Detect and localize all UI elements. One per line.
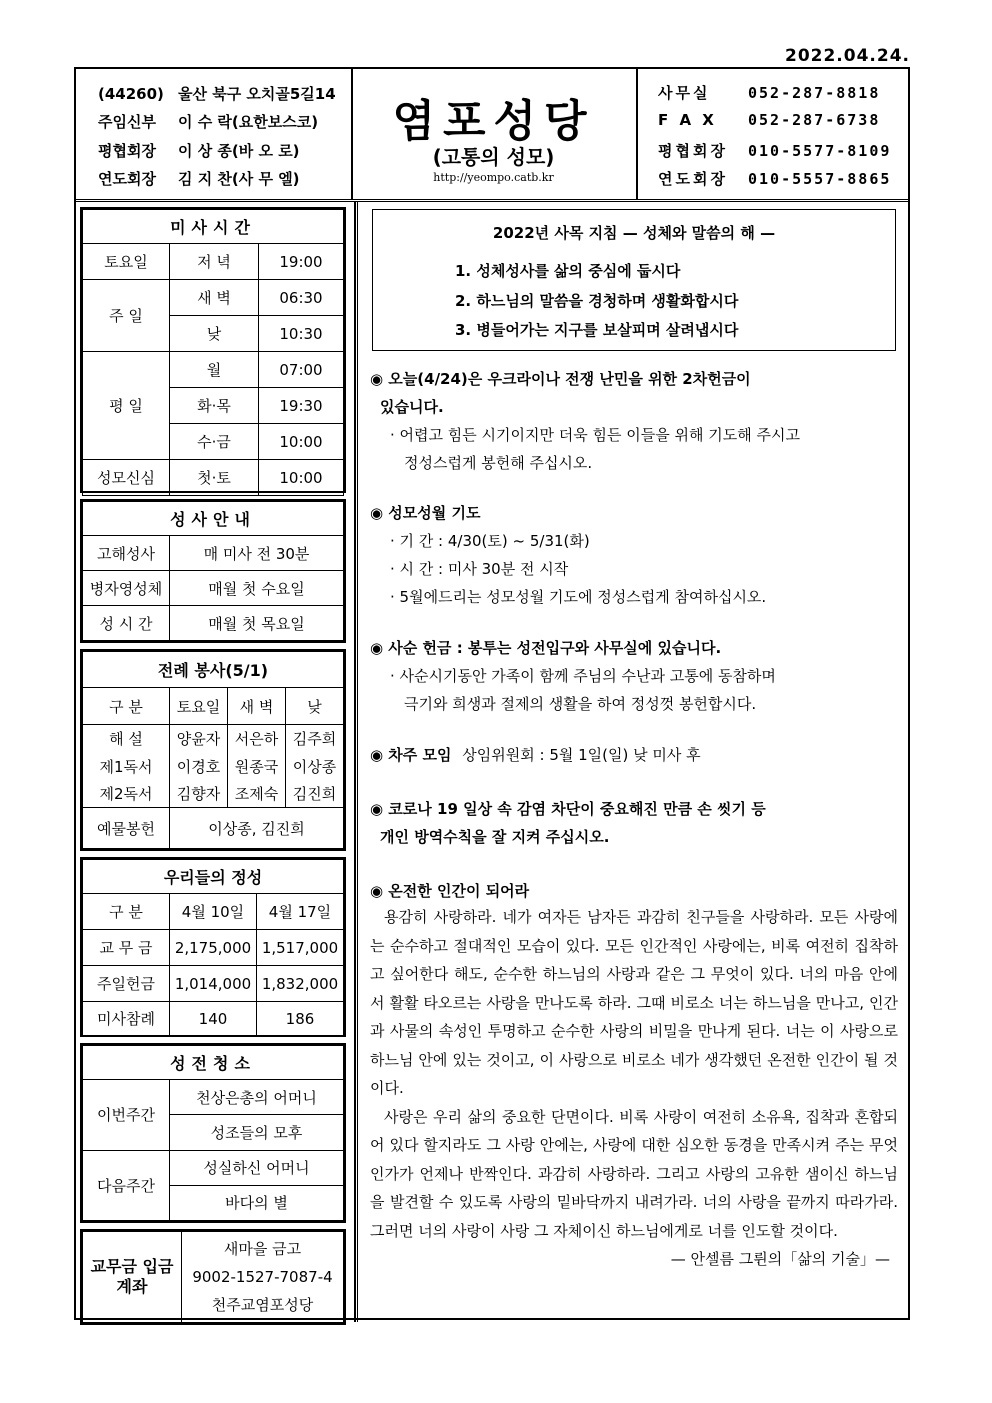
offering-title: 우리들의 정성 <box>83 860 344 894</box>
bulletin-date: 2022.04.24. <box>784 46 910 66</box>
liturgy-title: 전례 봉사(5/1) <box>83 652 344 688</box>
contact-council: 평협회장 010-5577-8109 <box>658 142 892 160</box>
account-box <box>80 1229 346 1325</box>
header-info <box>76 69 353 199</box>
liturgy-box: 전례 봉사(5/1) 구 분 토요일 새 벽 낮 해 설 양윤자 서은하 김주희 제1독서 이경호 원종국 이상종 제2독서 김향자 조제숙 김진희 예물봉헌 이상종, 김진희 <box>80 649 346 851</box>
guideline-item-2: 2. 하느님의 말씀을 경청하며 생활화합시다 <box>455 292 739 310</box>
essay-paragraph-2: 사랑은 우리 삶의 중요한 단면이다. 비록 사랑이 여전히 소유욕, 집착과 혼합되어 있다 할지라도 그 사랑 안에는, 사랑에 대한 심오한 동경을 만족시켜 주는 무엇인가가 언제나 반짝인다. 과감히 사랑하라. 그리고 사랑의 고유한 샘이신 하느님을 발견할 수 있도록 사랑의 밑바닥까지 내려가라. 너의 사랑을 끝까지 따라가라. 그러면 너의 사랑이 사랑 그 자체이신 하느님에게로 너를 인도할 것이다. <box>370 1107 898 1240</box>
essay-signature: — 안셀름 그륀의「삶의 기술」— <box>670 1250 890 1268</box>
account-number: 9002-1527-7087-4 <box>192 1268 333 1286</box>
contact-fax: F A X 052-287-6738 <box>658 111 881 129</box>
guideline-item-1: 1. 성체성사를 삶의 중심에 둡시다 <box>455 262 681 280</box>
pastor-row: 주임신부 이 수 락(요한보스코) <box>98 113 319 131</box>
offering-box: 우리들의 정성 구 분 4월 10일 4월 17일 교 무 금 2,175,000 1,517,000 주일헌금 1,014,000 1,832,000 미사참례 140 186 <box>80 857 346 1037</box>
sacrament-box: 성사안내 고해성사 매 미사 전 30분 병자영성체 매월 첫 수요일 성 시 간 매월 첫 목요일 <box>80 499 346 643</box>
sacrament-title: 성사안내 <box>83 502 344 536</box>
mass-times-title: 미사시간 <box>83 210 344 244</box>
notice-covid: ◉ 코로나 19 일상 속 감염 차단이 중요해진 만큼 손 씻기 등 개인 방역수칙을 잘 지켜 주십시오. <box>370 800 766 846</box>
address: (44260) 울산 북구 오치골5길14 <box>98 85 336 103</box>
notice-may-prayer: ◉ 성모성월 기도 · 기 간 : 4/30(토) ~ 5/31(화) · 시 간 : 미사 30분 전 시작 · 5월에드리는 성모성월 기도에 정성스럽게 참여하십시오. <box>370 504 767 606</box>
account-label: 교무금 입금계좌 <box>83 1232 182 1323</box>
church-subtitle: (고통의 성모) <box>432 145 555 169</box>
mass-times-box: 미사시간 토요일 저 녁 19:00 주 일 새 벽 06:30 낮 10:30 평 일 월 07:00 화·목 19:30 수·금 10:00 성모신심 첫·토 10:00 <box>80 207 346 493</box>
council-row: 평협회장 이 상 종(바 오 로) <box>98 142 300 160</box>
cleaning-box: 성전청소 이번주간 천상은총의 어머니 성조들의 모후 다음주간 성실하신 어머니 바다의 별 <box>80 1043 346 1223</box>
essay-body <box>370 903 898 1274</box>
church-title: 염포성당 <box>392 96 595 147</box>
account-owner: 천주교염포성당 <box>211 1296 314 1314</box>
church-url[interactable]: http://yeompo.catb.kr <box>433 171 554 184</box>
notice-lent-offering: ◉ 사순 헌금 : 봉투는 성전입구와 사무실에 있습니다. · 사순시기동안 가족이 함께 주님의 수난과 고통에 동참하며 극기와 희생과 절제의 생활을 하여 정성껏 봉헌합시다. <box>370 639 776 713</box>
header <box>76 69 908 202</box>
pastoral-guideline-box <box>372 209 896 351</box>
contact-office: 사무실 052-287-8818 <box>658 84 881 102</box>
guideline-item-3: 3. 병들어가는 지구를 보살피며 살려냅시다 <box>455 321 739 339</box>
column-divider <box>354 201 358 1322</box>
account-bank: 새마을 금고 <box>223 1240 302 1258</box>
notice-next-meeting: ◉ 차주 모임 상임위원회 : 5월 1일(일) 낮 미사 후 <box>370 746 701 764</box>
bulletin-frame <box>74 67 910 1320</box>
essay-title: ◉ 온전한 인간이 되어라 <box>370 882 530 900</box>
essay-paragraph-1: 용감히 사랑하라. 네가 여자든 남자든 과감히 친구들을 사랑하라. 모든 사랑에는 순수하고 절대적인 모습이 있다. 모든 인간적인 사랑에는, 비록 여전히 집착하고 싶어한다 해도, 순수한 하느님의 사랑과 같은 그 무엇이 있다. 너의 마음 안에서 활활 타오르는 사랑을 만나도록 하라. 그때 비로소 너는 하느님을 만나고, 인간과 사물의 속성인 투명하고 순수한 사랑의 비밀을 만나게 된다. 너는 이 사랑으로 하느님 안에 있는 것이고, 이 사랑으로 비로소 네가 생각했던 온전한 인간이 될 것이다. <box>370 908 898 1097</box>
header-title-block <box>351 69 638 199</box>
notice-ukraine: ◉ 오늘(4/24)은 우크라이나 전쟁 난민을 위한 2차헌금이 있습니다. · 어렵고 힘든 시기이지만 더욱 힘든 이들을 위해 기도해 주시고 정성스럽게 봉헌해 주십시오. <box>370 370 800 472</box>
header-contacts <box>638 69 908 199</box>
guideline-title: 2022년 사목 지침 — 성체와 말씀의 해 — <box>492 224 776 242</box>
cleaning-title: 성전청소 <box>83 1046 344 1080</box>
requiem-row: 연도회장 김 지 찬(사 무 엘) <box>98 170 300 188</box>
contact-requiem: 연도회장 010-5557-8865 <box>658 170 892 188</box>
